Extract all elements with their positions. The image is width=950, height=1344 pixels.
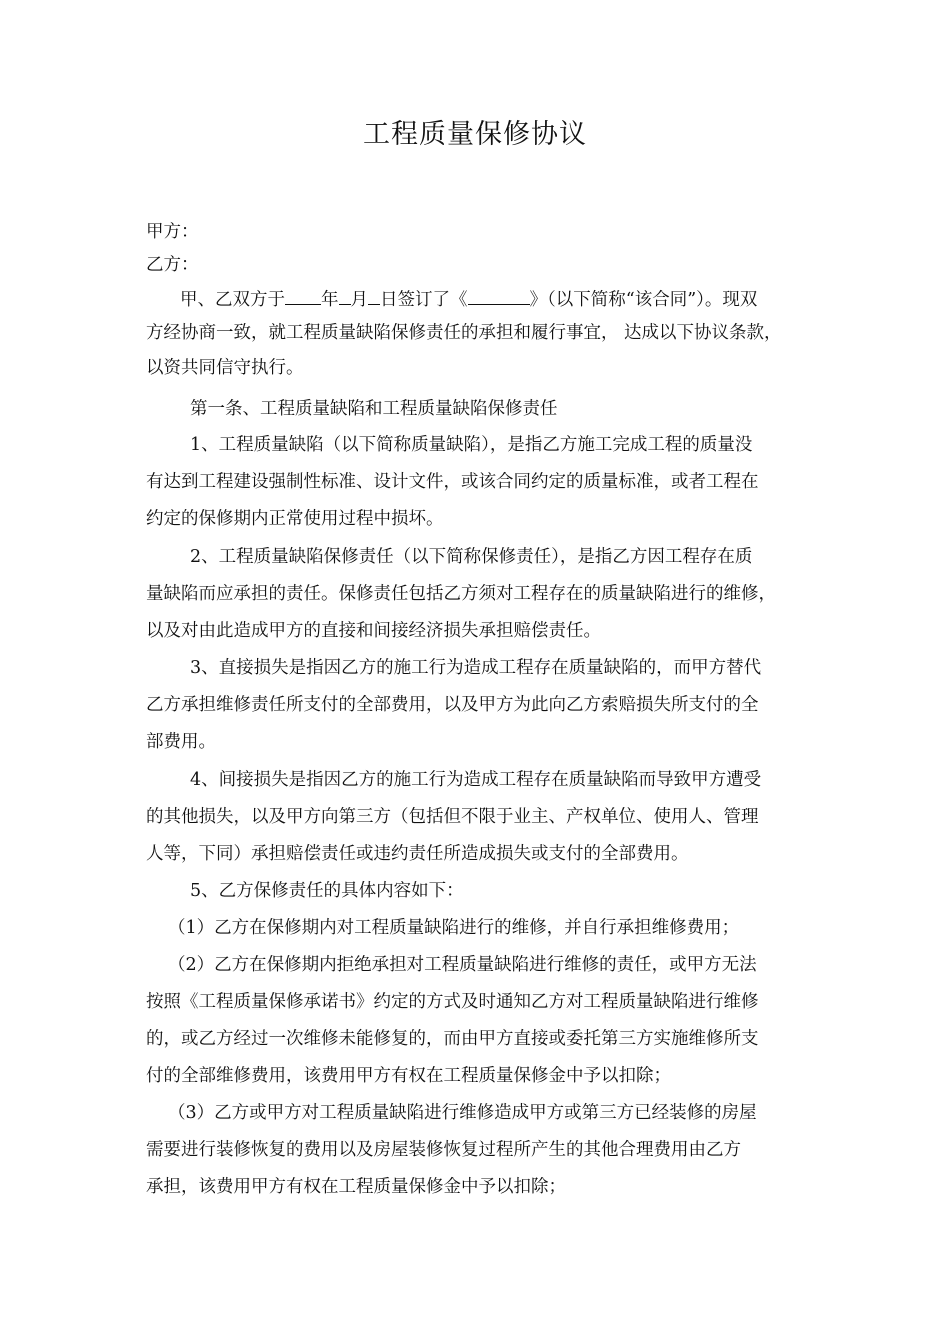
intro-text-e: 》（以下简称“该合同”）。现双 — [529, 290, 758, 310]
clause-1-line-3: 约定的保修期内正常使用过程中损坏。 — [146, 509, 444, 529]
clause-2-line-1: 2、工程质量缺陷保修责任（以下简称保修责任），是指乙方因工程存在质 — [190, 547, 753, 567]
intro-line-3: 以资共同信守执行。 — [146, 358, 304, 378]
document-title: 工程质量保修协议 — [363, 119, 587, 150]
clause-3-line-1: 3、直接损失是指因乙方的施工行为造成工程存在质量缺陷的，而甲方替代 — [190, 658, 762, 678]
month-blank — [339, 286, 351, 305]
clause-1-line-2: 有达到工程建设强制性标准、设计文件，或该合同约定的质量标准，或者工程在 — [146, 472, 759, 492]
party-a-label: 甲方： — [146, 222, 199, 242]
clause-2-line-2: 量缺陷而应承担的责任。保修责任包括乙方须对工程存在的质量缺陷进行的维修， — [146, 584, 776, 604]
item-2-line-1: （2）乙方在保修期内拒绝承担对工程质量缺陷进行维修的责任，或甲方无法 — [168, 955, 757, 975]
clause-2-line-3: 以及对由此造成甲方的直接和间接经济损失承担赔偿责任。 — [146, 621, 601, 641]
year-blank — [285, 286, 321, 305]
item-3-line-2: 需要进行装修恢复的费用以及房屋装修恢复过程所产生的其他合理费用由乙方 — [146, 1140, 741, 1160]
item-1-line-1: （1）乙方在保修期内对工程质量缺陷进行的维修，并自行承担维修费用； — [168, 918, 740, 938]
day-blank — [368, 286, 380, 305]
item-3-line-1: （3）乙方或甲方对工程质量缺陷进行维修造成甲方或第三方已经装修的房屋 — [168, 1103, 757, 1123]
intro-line-1 — [180, 286, 860, 312]
item-2-line-2: 按照《工程质量保修承诺书》约定的方式及时通知乙方对工程质量缺陷进行维修 — [146, 992, 759, 1012]
clause-3-line-3: 部费用。 — [146, 732, 216, 752]
clause-4-line-3: 人等，下同）承担赔偿责任或违约责任所造成损失或支付的全部费用。 — [146, 844, 689, 864]
intro-line-2: 方经协商一致，就工程质量缺陷保修责任的承担和履行事宜， 达成以下协议条款， — [146, 323, 782, 343]
clause-3-line-2: 乙方承担维修责任所支付的全部费用，以及甲方为此向乙方索赔损失所支付的全 — [146, 695, 759, 715]
clause-4-line-1: 4、间接损失是指因乙方的施工行为造成工程存在质量缺陷而导致甲方遭受 — [190, 770, 762, 790]
intro-text-a: 甲、乙双方于 — [180, 290, 285, 310]
contract-name-blank — [468, 286, 530, 305]
item-2-line-3: 的，或乙方经过一次维修未能修复的，而由甲方直接或委托第三方实施维修所支 — [146, 1029, 759, 1049]
clause-5-heading: 5、乙方保修责任的具体内容如下： — [190, 881, 464, 901]
intro-text-b: 年 — [321, 290, 339, 310]
item-3-line-3: 承担，该费用甲方有权在工程质量保修金中予以扣除； — [146, 1177, 566, 1197]
article-1-heading: 第一条、工程质量缺陷和工程质量缺陷保修责任 — [190, 399, 558, 419]
party-b-label: 乙方： — [146, 255, 199, 275]
intro-text-d: 日签订了《 — [380, 290, 468, 310]
intro-text-c: 月 — [350, 290, 368, 310]
clause-4-line-2: 的其他损失，以及甲方向第三方（包括但不限于业主、产权单位、使用人、管理 — [146, 807, 759, 827]
clause-1-line-1: 1、工程质量缺陷（以下简称质量缺陷），是指乙方施工完成工程的质量没 — [190, 435, 753, 455]
item-2-line-4: 付的全部维修费用，该费用甲方有权在工程质量保修金中予以扣除； — [146, 1066, 671, 1086]
